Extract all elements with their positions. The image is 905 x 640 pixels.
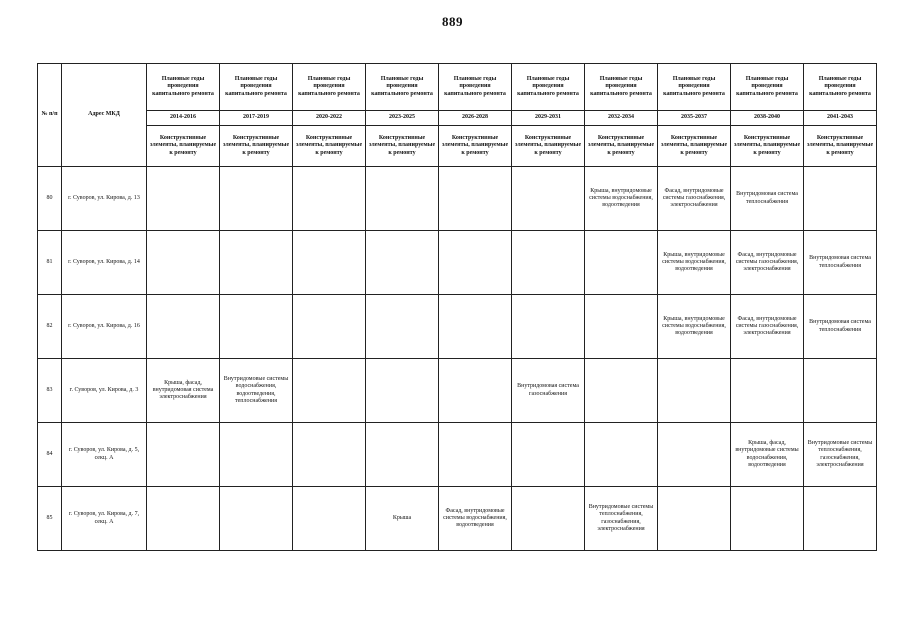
table-row xyxy=(38,231,877,295)
table-row xyxy=(38,423,877,487)
repair-elements-cell xyxy=(293,295,366,359)
repair-elements-cell xyxy=(804,167,877,231)
table-row xyxy=(38,359,877,423)
row-address: г. Суворов, ул. Кирова, д. 5, секц. А xyxy=(62,423,147,487)
header-year-range: 2041-2043 xyxy=(804,111,877,126)
header-year-range: 2020-2022 xyxy=(293,111,366,126)
row-number: 83 xyxy=(38,359,62,423)
repair-elements-cell xyxy=(366,167,439,231)
table-row xyxy=(38,295,877,359)
repair-elements-cell xyxy=(220,487,293,551)
repair-elements-cell xyxy=(585,423,658,487)
header-row-elements xyxy=(38,126,877,167)
repair-elements-cell: Внутридомовая система теплоснабжения xyxy=(731,167,804,231)
header-row-plan xyxy=(38,64,877,111)
repair-elements-cell: Крыша xyxy=(366,487,439,551)
repair-elements-cell xyxy=(512,423,585,487)
repair-elements-cell xyxy=(658,423,731,487)
header-plan-label: Плановые годы проведения капитального ремонта xyxy=(585,64,658,111)
repair-elements-cell xyxy=(439,295,512,359)
header-plan-label: Плановые годы проведения капитального ремонта xyxy=(439,64,512,111)
repair-elements-cell xyxy=(658,487,731,551)
header-elements-label: Конструктивные элементы, планируемые к ремонту xyxy=(804,126,877,167)
repair-elements-cell xyxy=(512,295,585,359)
repair-elements-cell: Фасад, внутридомовые системы газоснабжения, электроснабжения xyxy=(658,167,731,231)
row-address: г. Суворов, ул. Кирова, д. 16 xyxy=(62,295,147,359)
repair-elements-cell: Внутридомовые системы водоснабжения, водоотведения, теплоснабжения xyxy=(220,359,293,423)
header-plan-label: Плановые годы проведения капитального ремонта xyxy=(804,64,877,111)
repair-elements-cell xyxy=(293,359,366,423)
repair-elements-cell: Фасад, внутридомовые системы газоснабжения, электроснабжения xyxy=(731,231,804,295)
table-row xyxy=(38,167,877,231)
repair-elements-cell: Фасад, внутридомовые системы водоснабжения, водоотведения xyxy=(439,487,512,551)
row-number: 82 xyxy=(38,295,62,359)
repair-elements-cell xyxy=(147,231,220,295)
repair-elements-cell: Крыша, фасад, внутридомовые системы водоснабжения, водоотведения xyxy=(731,423,804,487)
repair-elements-cell xyxy=(731,359,804,423)
repair-elements-cell xyxy=(147,295,220,359)
repair-elements-cell: Фасад, внутридомовые системы газоснабжения, электроснабжения xyxy=(731,295,804,359)
repair-elements-cell xyxy=(439,231,512,295)
header-year-range: 2038-2040 xyxy=(731,111,804,126)
repair-elements-cell xyxy=(439,359,512,423)
repair-elements-cell xyxy=(585,231,658,295)
row-number: 81 xyxy=(38,231,62,295)
repair-elements-cell xyxy=(366,359,439,423)
repair-elements-cell: Внутридомовая система теплоснабжения xyxy=(804,295,877,359)
repair-elements-cell xyxy=(585,295,658,359)
repair-elements-cell: Крыша, внутридомовые системы водоснабжения, водоотведения xyxy=(658,295,731,359)
repair-elements-cell xyxy=(658,359,731,423)
header-number: № п/п xyxy=(38,64,62,167)
header-year-range: 2035-2037 xyxy=(658,111,731,126)
repair-elements-cell xyxy=(293,231,366,295)
header-plan-label: Плановые годы проведения капитального ремонта xyxy=(147,64,220,111)
repair-elements-cell xyxy=(366,231,439,295)
header-elements-label: Конструктивные элементы, планируемые к ремонту xyxy=(731,126,804,167)
repair-elements-cell xyxy=(512,487,585,551)
repair-elements-cell xyxy=(220,167,293,231)
repair-elements-cell: Внутридомовая система газоснабжения xyxy=(512,359,585,423)
repair-elements-cell xyxy=(293,167,366,231)
repair-elements-cell xyxy=(147,423,220,487)
header-year-range: 2029-2031 xyxy=(512,111,585,126)
header-plan-label: Плановые годы проведения капитального ремонта xyxy=(293,64,366,111)
header-plan-label: Плановые годы проведения капитального ремонта xyxy=(366,64,439,111)
repair-elements-cell: Внутридомовые системы теплоснабжения, газоснабжения, электроснабжения xyxy=(585,487,658,551)
header-elements-label: Конструктивные элементы, планируемые к ремонту xyxy=(658,126,731,167)
repair-elements-cell: Внутридомовые системы теплоснабжения, газоснабжения, электроснабжения xyxy=(804,423,877,487)
row-address: г. Суворов, ул. Кирова, д. 7, секц. А xyxy=(62,487,147,551)
repair-elements-cell xyxy=(147,487,220,551)
capital-repair-schedule-table xyxy=(37,63,877,551)
repair-elements-cell: Крыша, внутридомовые системы водоснабжения, водоотведения xyxy=(658,231,731,295)
header-year-range: 2032-2034 xyxy=(585,111,658,126)
repair-elements-cell xyxy=(366,295,439,359)
repair-elements-cell xyxy=(439,423,512,487)
header-elements-label: Конструктивные элементы, планируемые к ремонту xyxy=(366,126,439,167)
repair-elements-cell xyxy=(512,231,585,295)
row-address: г. Суворов, ул. Кирова, д. 13 xyxy=(62,167,147,231)
row-number: 85 xyxy=(38,487,62,551)
header-elements-label: Конструктивные элементы, планируемые к ремонту xyxy=(585,126,658,167)
header-year-range: 2014-2016 xyxy=(147,111,220,126)
repair-elements-cell xyxy=(512,167,585,231)
row-address: г. Суворов, ул. Кирова, д. 14 xyxy=(62,231,147,295)
header-year-range: 2017-2019 xyxy=(220,111,293,126)
table-row xyxy=(38,487,877,551)
header-elements-label: Конструктивные элементы, планируемые к ремонту xyxy=(512,126,585,167)
row-number: 80 xyxy=(38,167,62,231)
repair-elements-cell xyxy=(439,167,512,231)
repair-elements-cell xyxy=(366,423,439,487)
repair-elements-cell: Крыша, фасад, внутридомовая система электроснабжения xyxy=(147,359,220,423)
repair-elements-cell xyxy=(293,487,366,551)
repair-elements-cell xyxy=(220,231,293,295)
header-elements-label: Конструктивные элементы, планируемые к ремонту xyxy=(147,126,220,167)
header-plan-label: Плановые годы проведения капитального ремонта xyxy=(658,64,731,111)
repair-elements-cell: Крыша, внутридомовые системы водоснабжения, водоотведения xyxy=(585,167,658,231)
repair-elements-cell xyxy=(585,359,658,423)
repair-elements-cell xyxy=(293,423,366,487)
repair-elements-cell xyxy=(804,487,877,551)
repair-elements-cell xyxy=(220,423,293,487)
header-row-years xyxy=(38,111,877,126)
repair-elements-cell xyxy=(731,487,804,551)
header-plan-label: Плановые годы проведения капитального ремонта xyxy=(512,64,585,111)
repair-elements-cell: Внутридомовая система теплоснабжения xyxy=(804,231,877,295)
header-plan-label: Плановые годы проведения капитального ремонта xyxy=(220,64,293,111)
repair-elements-cell xyxy=(804,359,877,423)
header-elements-label: Конструктивные элементы, планируемые к ремонту xyxy=(293,126,366,167)
header-elements-label: Конструктивные элементы, планируемые к ремонту xyxy=(220,126,293,167)
header-elements-label: Конструктивные элементы, планируемые к ремонту xyxy=(439,126,512,167)
header-address: Адрес МКД xyxy=(62,64,147,167)
row-address: г. Суворов, ул. Кирова, д. 3 xyxy=(62,359,147,423)
row-number: 84 xyxy=(38,423,62,487)
header-year-range: 2023-2025 xyxy=(366,111,439,126)
header-plan-label: Плановые годы проведения капитального ремонта xyxy=(731,64,804,111)
repair-elements-cell xyxy=(147,167,220,231)
page-number: 889 xyxy=(442,14,463,29)
header-year-range: 2026-2028 xyxy=(439,111,512,126)
repair-elements-cell xyxy=(220,295,293,359)
